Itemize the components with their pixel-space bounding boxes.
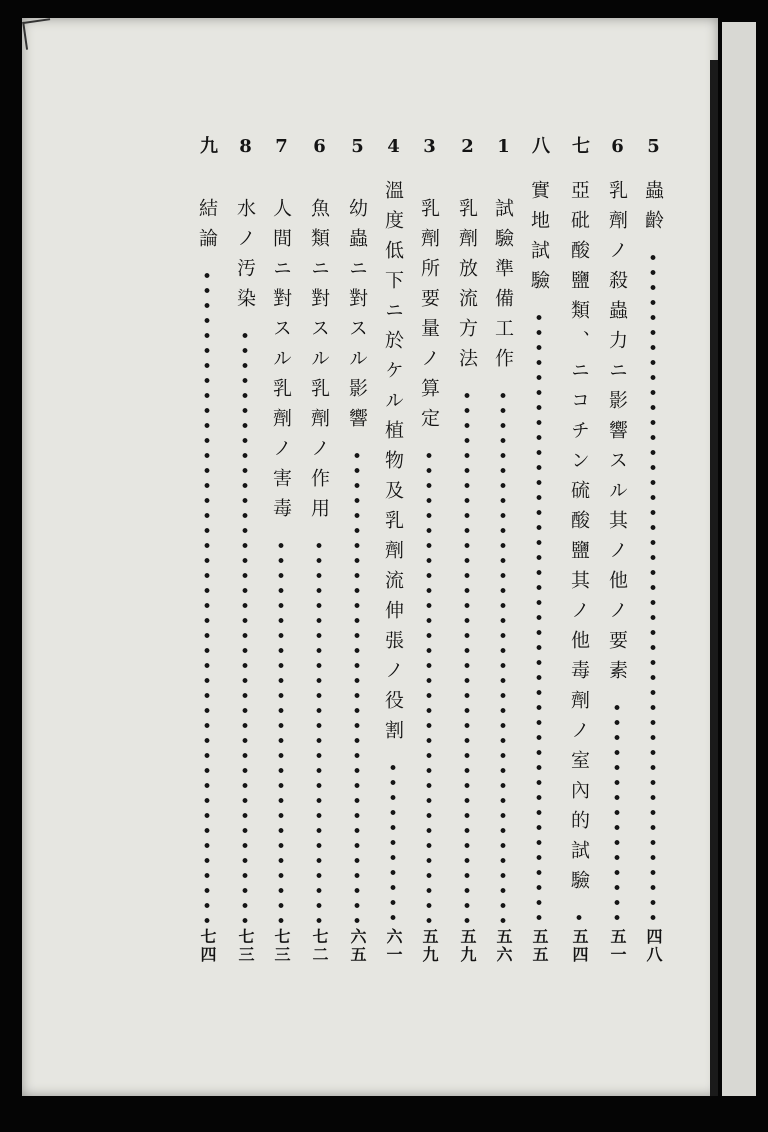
toc-entry-title: 人間ニ對スル乳劑ノ害毒 [270,198,292,528]
toc-entry-page-number: 五五 [530,928,549,964]
toc-entry-title: 乳劑所要量ノ算定 [418,198,440,438]
toc-entry-page-number: 七三 [236,928,255,964]
toc-entry-page-number: 六一 [384,928,403,964]
toc-entry-title: 蟲齡 [642,180,664,240]
toc-entry-page-number: 五四 [570,928,589,964]
toc-entry [306,136,332,976]
dot-leader [315,538,323,924]
toc-entry-number: 七 [569,136,590,160]
toc-entry-number: 1 [493,136,514,163]
toc-entry-title: 溫度低下ニ於ケル植物及乳劑流伸張ノ役割 [382,180,404,750]
toc-entry-page-number: 七二 [310,928,329,964]
toc-entry-title: 乳劑ノ殺蟲力ニ影響スル其ノ他ノ要素 [606,180,628,690]
toc-entry-number: 5 [347,136,368,163]
toc-entry-page-number: 四八 [644,928,663,964]
dot-leader [535,310,543,924]
toc-entry-title: 實地試驗 [528,180,550,300]
dot-leader [353,448,361,924]
toc-entry [490,136,516,976]
toc-entry-page-number: 六五 [348,928,367,964]
toc-entry-number: 6 [607,136,628,163]
toc-entry-title: 試驗準備工作 [492,198,514,378]
toc-entry-page-number: 七三 [272,928,291,964]
dot-leader [389,760,397,924]
toc-entry-title: 結論 [196,198,218,258]
toc-entry-number: 八 [529,136,550,160]
toc-entry [640,136,666,976]
dot-leader [649,250,657,924]
toc-entry-number: 8 [235,136,256,163]
toc-entry-title: 亞砒酸鹽類、ニコチン硫酸鹽其ノ他毒劑ノ室內的試驗 [568,180,590,900]
toc-entry-page-number: 五九 [420,928,439,964]
toc-entry-number: 2 [457,136,478,163]
toc-entry-page-number: 五六 [494,928,513,964]
toc-entry-number: 5 [643,136,664,163]
toc-entry [380,136,406,976]
toc-entry-number: 3 [419,136,440,163]
toc-entry [268,136,294,976]
toc-entry [344,136,370,976]
book-spine [710,60,718,1096]
toc-entry-title: 幼蟲ニ對スル影響 [346,198,368,438]
corner-fold-mark [22,18,54,50]
toc-entry [454,136,480,976]
dot-leader [575,910,583,924]
dot-leader [203,268,211,924]
toc-entry-title: 乳劑放流方法 [456,198,478,378]
toc-entry-number: 7 [271,136,292,163]
dot-leader [499,388,507,924]
dot-leader [425,448,433,924]
toc-entry [566,136,592,976]
toc-entry-title: 魚類ニ對スル乳劑ノ作用 [308,198,330,528]
dot-leader [463,388,471,924]
dot-leader [277,538,285,924]
toc-entry-page-number: 七四 [198,928,217,964]
toc-entry [194,136,220,976]
toc-entry [526,136,552,976]
dot-leader [241,328,249,924]
toc-entry-number: 九 [197,136,218,160]
toc-entry-number: 6 [309,136,330,163]
toc-entry-number: 4 [383,136,404,163]
toc-entry [604,136,630,976]
toc-entry [416,136,442,976]
toc-entry [232,136,258,976]
adjacent-page-edge [722,22,756,1096]
toc-entry-title: 水ノ汚染 [234,198,256,318]
dot-leader [613,700,621,924]
toc-entry-page-number: 五九 [458,928,477,964]
toc-entry-page-number: 五一 [608,928,627,964]
